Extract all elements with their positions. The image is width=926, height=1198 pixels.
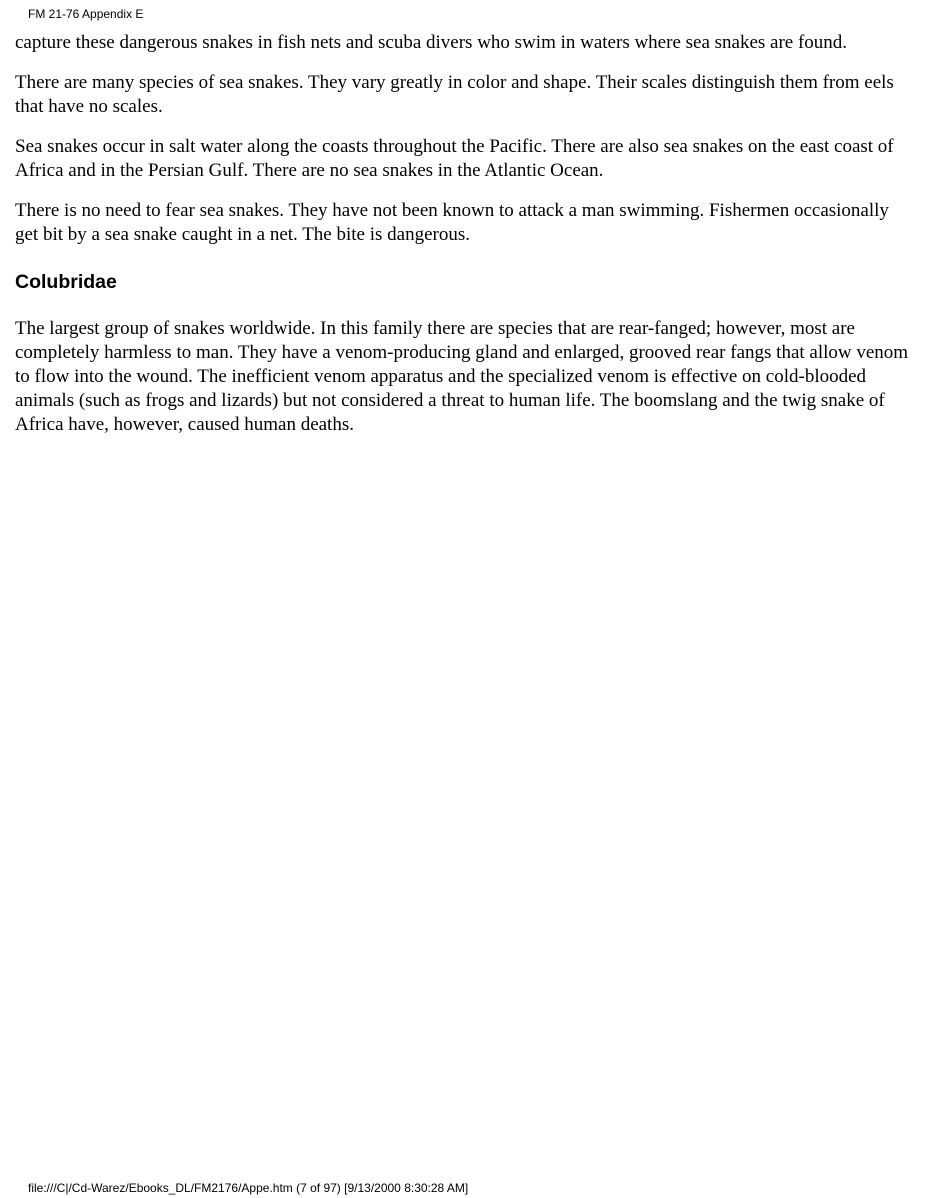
paragraph-sea-snake-danger: There is no need to fear sea snakes. They have not been known to attack a man swimming. Fishermen occasionally get bit by a sea snake caught in a net. The bite is dangerous. <box>15 200 889 245</box>
section-heading-colubridae: Colubridae <box>15 271 117 293</box>
page-header: FM 21-76 Appendix E <box>28 7 144 21</box>
document-body <box>15 31 910 453</box>
paragraph-sea-snake-capture: capture these dangerous snakes in fish nets and scuba divers who swim in waters where sea snakes are found. <box>15 32 848 53</box>
paragraph-sea-snake-range: Sea snakes occur in salt water along the coasts throughout the Pacific. There are also sea snakes on the east coast of Africa and in the Persian Gulf. There are no sea snakes in the Atlantic Ocean. <box>15 136 894 181</box>
page-footer-source-path: file:///C|/Cd-Warez/Ebooks_DL/FM2176/Appe.htm (7 of 97) [9/13/2000 8:30:28 AM] <box>28 1181 469 1195</box>
paragraph-sea-snake-species: There are many species of sea snakes. They vary greatly in color and shape. Their scales distinguish them from eels that have no scales. <box>15 72 894 117</box>
paragraph-colubridae: The largest group of snakes worldwide. In this family there are species that are rear-fanged; however, most are completely harmless to man. They have a venom-producing gland and enlarged, grooved rear fangs that allow venom to flow into the wound. The inefficient venom apparatus and the specialized venom is effective on cold-blooded animals (such as frogs and lizards) but not considered a threat to human life. The boomslang and the twig snake of Africa have, however, caused human deaths. <box>15 318 909 435</box>
